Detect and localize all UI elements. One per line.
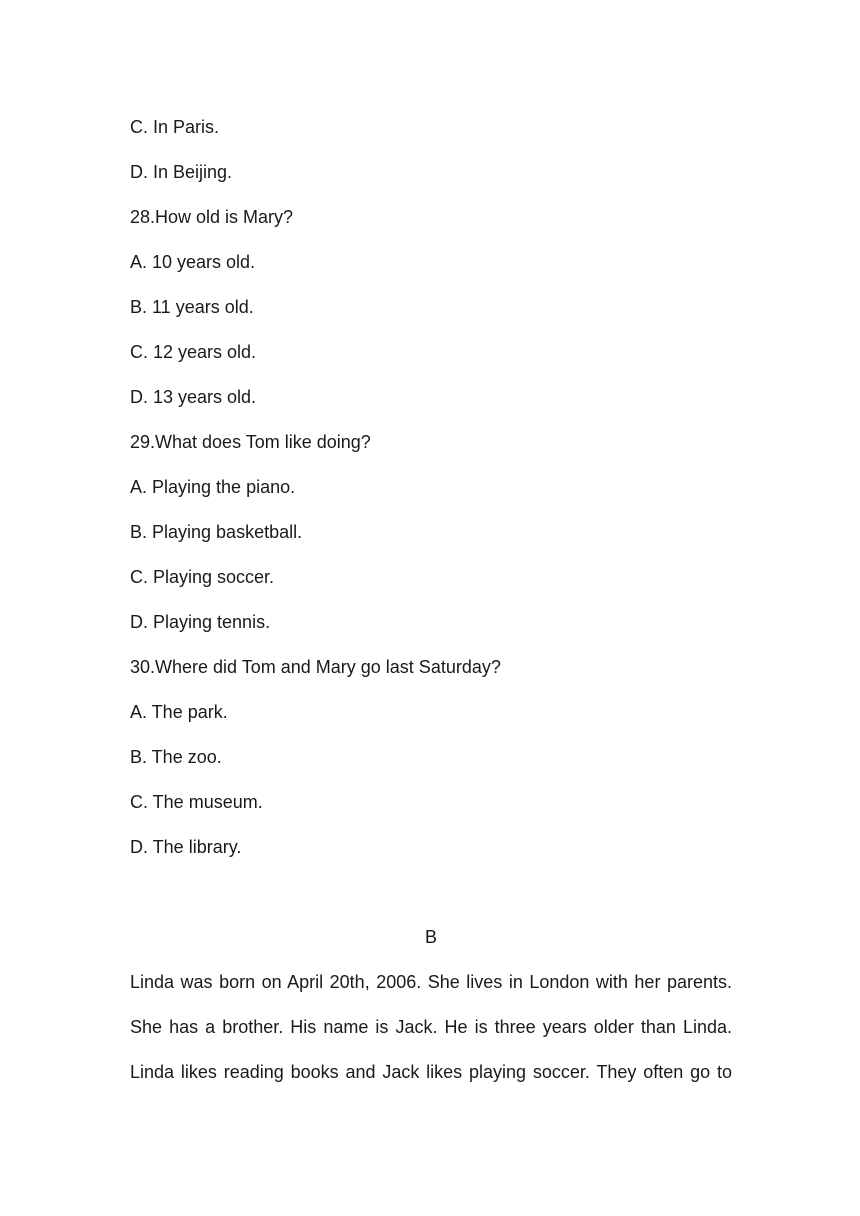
q29-option-c: C. Playing soccer.: [130, 567, 275, 587]
q29-option-a: A. Playing the piano.: [130, 477, 296, 497]
q27-option-d: D. In Beijing.: [130, 162, 233, 182]
q30-option-d: D. The library.: [130, 837, 242, 857]
section-b-line-3-text: Linda likes reading books and Jack likes playing soccer. They often go to: [130, 1062, 732, 1082]
page-content: [130, 112, 732, 1102]
q28-option-c: C. 12 years old.: [130, 342, 257, 362]
q29-stem: 29.What does Tom like doing?: [130, 432, 371, 452]
q29-option-d: D. Playing tennis.: [130, 612, 271, 632]
q29-option-b: B. Playing basketball.: [130, 522, 303, 542]
q30-stem: 30.Where did Tom and Mary go last Saturday?: [130, 657, 501, 677]
q28-option-a: A. 10 years old.: [130, 252, 256, 272]
section-b-line-2-text: She has a brother. His name is Jack. He is three years older than Linda.: [130, 1017, 732, 1037]
section-b-line-1: [130, 967, 732, 1012]
section-b-heading: B: [424, 927, 437, 947]
q28-option-b: B. 11 years old.: [130, 297, 254, 317]
section-b-line-3: [130, 1057, 732, 1102]
q27-option-c: C. In Paris.: [130, 117, 220, 137]
section-spacer: [130, 877, 732, 922]
section-b-line-1-text: Linda was born on April 20th, 2006. She lives in London with her parents.: [130, 972, 732, 992]
q30-option-a: A. The park.: [130, 702, 228, 722]
q28-option-d: D. 13 years old.: [130, 387, 257, 407]
q28-stem: 28.How old is Mary?: [130, 207, 294, 227]
q30-option-c: C. The museum.: [130, 792, 263, 812]
section-b-line-2: [130, 1012, 732, 1057]
q30-option-b: B. The zoo.: [130, 747, 222, 767]
